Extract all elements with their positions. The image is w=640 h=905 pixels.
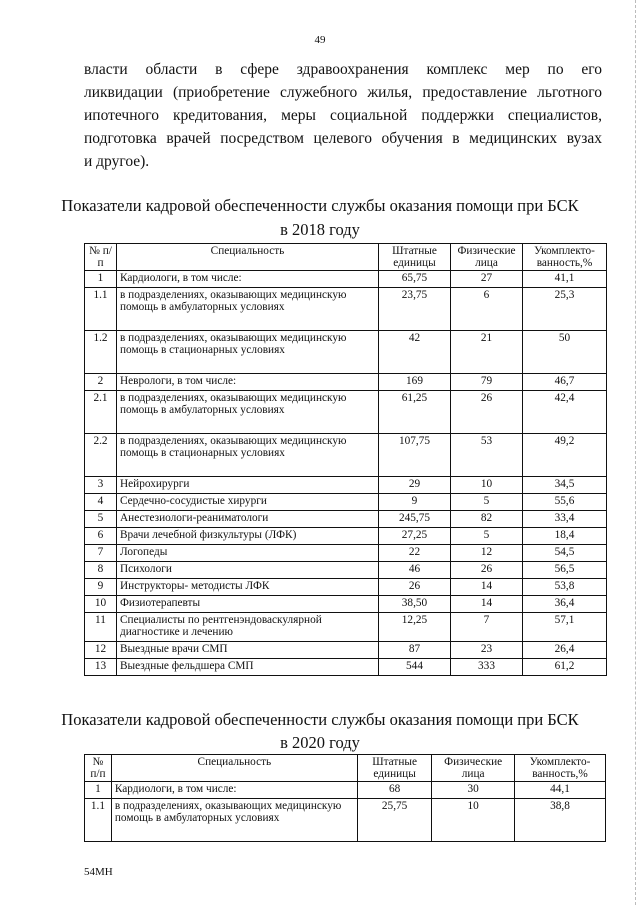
row-staff-units: 38,50 xyxy=(379,596,451,613)
staffing-table-2020 xyxy=(84,754,606,842)
row-staff-units: 27,25 xyxy=(379,528,451,545)
row-staffing-percent: 44,1 xyxy=(515,782,606,799)
row-staffing-percent: 25,3 xyxy=(523,288,607,331)
row-specialty: Врачи лечебной физкультуры (ЛФК) xyxy=(117,528,379,545)
row-staff-units: 169 xyxy=(379,374,451,391)
row-number: 1.2 xyxy=(85,331,117,374)
row-number: 13 xyxy=(85,659,117,676)
table-row xyxy=(85,374,607,391)
table-row xyxy=(85,596,607,613)
row-persons: 26 xyxy=(451,562,523,579)
table-2018-title-line2: в 2018 году xyxy=(280,220,360,239)
row-staffing-percent: 55,6 xyxy=(523,494,607,511)
row-staff-units: 61,25 xyxy=(379,391,451,434)
row-number: 1 xyxy=(85,782,112,799)
table-row xyxy=(85,545,607,562)
staffing-table-2018 xyxy=(84,243,607,676)
row-staffing-percent: 18,4 xyxy=(523,528,607,545)
header-specialty: Специальность xyxy=(117,244,379,271)
row-staffing-percent: 56,5 xyxy=(523,562,607,579)
header-number: № п/п xyxy=(85,244,117,271)
table-2020-title-line2: в 2020 году xyxy=(280,733,360,752)
row-persons: 10 xyxy=(451,477,523,494)
table-2020-title-line1: Показатели кадровой обеспеченности службы оказания помощи при БСК xyxy=(61,710,579,729)
row-staffing-percent: 57,1 xyxy=(523,613,607,642)
row-staff-units: 544 xyxy=(379,659,451,676)
row-number: 1.1 xyxy=(85,799,112,842)
row-persons: 26 xyxy=(451,391,523,434)
row-number: 6 xyxy=(85,528,117,545)
row-staff-units: 68 xyxy=(357,782,431,799)
row-number: 7 xyxy=(85,545,117,562)
header-staffing-percent: Укомплекто-ванность,% xyxy=(523,244,607,271)
table-row xyxy=(85,391,607,434)
table-row xyxy=(85,799,606,842)
row-number: 8 xyxy=(85,562,117,579)
table-row xyxy=(85,288,607,331)
table-row xyxy=(85,434,607,477)
footer-code: 54МН xyxy=(84,866,113,878)
row-persons: 14 xyxy=(451,596,523,613)
row-persons: 5 xyxy=(451,528,523,545)
row-specialty: в подразделениях, оказывающих медицинскую помощь в амбулаторных условиях xyxy=(111,799,357,842)
intro-line: и другое). xyxy=(84,153,150,170)
row-persons: 333 xyxy=(451,659,523,676)
row-number: 9 xyxy=(85,579,117,596)
row-staffing-percent: 36,4 xyxy=(523,596,607,613)
row-staffing-percent: 33,4 xyxy=(523,511,607,528)
row-specialty: Выездные врачи СМП xyxy=(117,642,379,659)
row-staff-units: 87 xyxy=(379,642,451,659)
row-specialty: Специалисты по рентгенэндоваскулярной диагностике и лечению xyxy=(117,613,379,642)
row-number: 12 xyxy=(85,642,117,659)
intro-line: ипотечного кредитования, меры социальной поддержки специалистов, xyxy=(84,107,602,124)
page-number: 49 xyxy=(314,34,326,46)
row-staff-units: 12,25 xyxy=(379,613,451,642)
row-staffing-percent: 49,2 xyxy=(523,434,607,477)
row-number: 2.1 xyxy=(85,391,117,434)
row-specialty: Выездные фельдшера СМП xyxy=(117,659,379,676)
row-persons: 14 xyxy=(451,579,523,596)
row-staff-units: 9 xyxy=(379,494,451,511)
table-header-row xyxy=(85,244,607,271)
row-staff-units: 107,75 xyxy=(379,434,451,477)
row-persons: 21 xyxy=(451,331,523,374)
row-specialty: Инструкторы- методисты ЛФК xyxy=(117,579,379,596)
table-row xyxy=(85,528,607,545)
row-specialty: Кардиологи, в том числе: xyxy=(117,271,379,288)
row-staff-units: 65,75 xyxy=(379,271,451,288)
table-row xyxy=(85,782,606,799)
row-persons: 5 xyxy=(451,494,523,511)
row-persons: 10 xyxy=(432,799,515,842)
table-row xyxy=(85,271,607,288)
row-persons: 30 xyxy=(432,782,515,799)
row-staff-units: 46 xyxy=(379,562,451,579)
intro-line: власти области в сфере здравоохранения комплекс мер по его xyxy=(84,61,602,78)
table-row xyxy=(85,331,607,374)
row-specialty: в подразделениях, оказывающих медицинскую помощь в амбулаторных условиях xyxy=(117,391,379,434)
row-specialty: Неврологи, в том числе: xyxy=(117,374,379,391)
header-specialty: Специальность xyxy=(111,755,357,782)
row-specialty: Кардиологи, в том числе: xyxy=(111,782,357,799)
page-edge-line xyxy=(634,0,636,905)
row-specialty: Психологи xyxy=(117,562,379,579)
row-specialty: Логопеды xyxy=(117,545,379,562)
row-staffing-percent: 26,4 xyxy=(523,642,607,659)
intro-paragraph xyxy=(84,58,602,173)
row-persons: 7 xyxy=(451,613,523,642)
row-specialty: в подразделениях, оказывающих медицинскую помощь в стационарных условиях xyxy=(117,331,379,374)
row-specialty: Физиотерапевты xyxy=(117,596,379,613)
header-staff-units: Штатные единицы xyxy=(379,244,451,271)
intro-line: ликвидации (приобретение служебного жилья, предоставление льготного xyxy=(84,84,602,101)
table-row xyxy=(85,579,607,596)
row-staff-units: 29 xyxy=(379,477,451,494)
row-number: 10 xyxy=(85,596,117,613)
table-row xyxy=(85,613,607,642)
row-staffing-percent: 61,2 xyxy=(523,659,607,676)
table-2018-title-line1: Показатели кадровой обеспеченности службы оказания помощи при БСК xyxy=(61,196,579,215)
row-staffing-percent: 54,5 xyxy=(523,545,607,562)
table-row xyxy=(85,494,607,511)
table-row xyxy=(85,562,607,579)
row-staff-units: 245,75 xyxy=(379,511,451,528)
row-staffing-percent: 53,8 xyxy=(523,579,607,596)
table-row xyxy=(85,511,607,528)
row-number: 2.2 xyxy=(85,434,117,477)
header-staff-units: Штатные единицы xyxy=(357,755,431,782)
row-staffing-percent: 34,5 xyxy=(523,477,607,494)
table-header-row xyxy=(85,755,606,782)
row-staffing-percent: 41,1 xyxy=(523,271,607,288)
table-row xyxy=(85,642,607,659)
row-persons: 79 xyxy=(451,374,523,391)
row-persons: 27 xyxy=(451,271,523,288)
row-persons: 23 xyxy=(451,642,523,659)
row-specialty: Анестезиологи-реаниматологи xyxy=(117,511,379,528)
header-persons: Физические лица xyxy=(432,755,515,782)
row-staff-units: 25,75 xyxy=(357,799,431,842)
row-number: 1.1 xyxy=(85,288,117,331)
row-staff-units: 22 xyxy=(379,545,451,562)
table-row xyxy=(85,659,607,676)
header-staffing-percent: Укомплекто-ванность,% xyxy=(515,755,606,782)
row-staffing-percent: 38,8 xyxy=(515,799,606,842)
row-number: 1 xyxy=(85,271,117,288)
row-persons: 82 xyxy=(451,511,523,528)
row-staffing-percent: 42,4 xyxy=(523,391,607,434)
row-number: 3 xyxy=(85,477,117,494)
row-staffing-percent: 50 xyxy=(523,331,607,374)
row-staff-units: 26 xyxy=(379,579,451,596)
row-number: 4 xyxy=(85,494,117,511)
row-persons: 6 xyxy=(451,288,523,331)
row-number: 5 xyxy=(85,511,117,528)
row-number: 11 xyxy=(85,613,117,642)
row-specialty: Нейрохирурги xyxy=(117,477,379,494)
row-staff-units: 23,75 xyxy=(379,288,451,331)
intro-line: подготовка врачей посредством целевого обучения в медицинских вузах xyxy=(84,130,602,147)
header-number: № п/п xyxy=(85,755,112,782)
row-specialty: Сердечно-сосудистые хирурги xyxy=(117,494,379,511)
header-persons: Физические лица xyxy=(451,244,523,271)
row-persons: 12 xyxy=(451,545,523,562)
row-persons: 53 xyxy=(451,434,523,477)
table-row xyxy=(85,477,607,494)
row-staffing-percent: 46,7 xyxy=(523,374,607,391)
row-specialty: в подразделениях, оказывающих медицинскую помощь в амбулаторных условиях xyxy=(117,288,379,331)
row-staff-units: 42 xyxy=(379,331,451,374)
row-specialty: в подразделениях, оказывающих медицинскую помощь в стационарных условиях xyxy=(117,434,379,477)
row-number: 2 xyxy=(85,374,117,391)
